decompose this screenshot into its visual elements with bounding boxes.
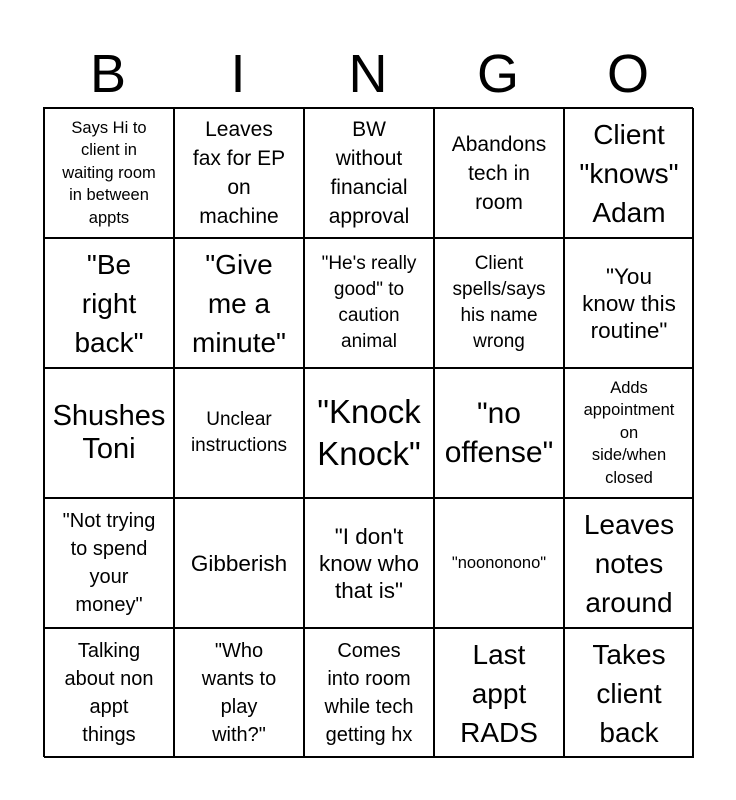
header-letter-b: B xyxy=(89,44,127,104)
bingo-cell[interactable]: "Who wants to play with?" xyxy=(174,628,304,758)
header-letter-g: G xyxy=(476,44,519,104)
header-letter-n: N xyxy=(348,44,388,104)
bingo-cell[interactable]: Comes into room while tech getting hx xyxy=(304,628,434,758)
bingo-cell[interactable]: BW without financial approval xyxy=(304,108,434,238)
bingo-header xyxy=(43,40,693,108)
bingo-cell[interactable]: Client "knows" Adam xyxy=(564,108,694,238)
bingo-cell[interactable]: Leaves notes around xyxy=(564,498,694,628)
bingo-cell[interactable]: Last appt RADS xyxy=(434,628,564,758)
bingo-cell[interactable]: Leaves fax for EP on machine xyxy=(174,108,304,238)
bingo-cell[interactable]: "no offense" xyxy=(434,368,564,498)
bingo-cell[interactable]: "Knock Knock" xyxy=(304,368,434,498)
header-letter-o: O xyxy=(606,44,649,104)
bingo-cell[interactable]: Client spells/says his name wrong xyxy=(434,238,564,368)
bingo-cell[interactable]: Abandons tech in room xyxy=(434,108,564,238)
bingo-cell[interactable]: Says Hi to client in waiting room in between appts xyxy=(44,108,174,238)
bingo-cell[interactable]: "noononono" xyxy=(434,498,564,628)
bingo-cell[interactable]: "Not trying to spend your money" xyxy=(44,498,174,628)
bingo-cell[interactable]: Gibberish xyxy=(174,498,304,628)
header-letter-i: I xyxy=(230,44,246,104)
bingo-cell[interactable]: "You know this routine" xyxy=(564,238,694,368)
bingo-cell[interactable]: "Be right back" xyxy=(44,238,174,368)
bingo-cell[interactable]: "I don't know who that is" xyxy=(304,498,434,628)
bingo-cell[interactable]: Takes client back xyxy=(564,628,694,758)
bingo-cell[interactable]: "He's really good" to caution animal xyxy=(304,238,434,368)
bingo-cell[interactable]: Talking about non appt things xyxy=(44,628,174,758)
bingo-cell[interactable]: "Give me a minute" xyxy=(174,238,304,368)
bingo-cell[interactable]: Unclear instructions xyxy=(174,368,304,498)
bingo-cell[interactable]: Shushes Toni xyxy=(44,368,174,498)
bingo-grid xyxy=(43,107,693,757)
bingo-cell[interactable]: Adds appointment on side/when closed xyxy=(564,368,694,498)
